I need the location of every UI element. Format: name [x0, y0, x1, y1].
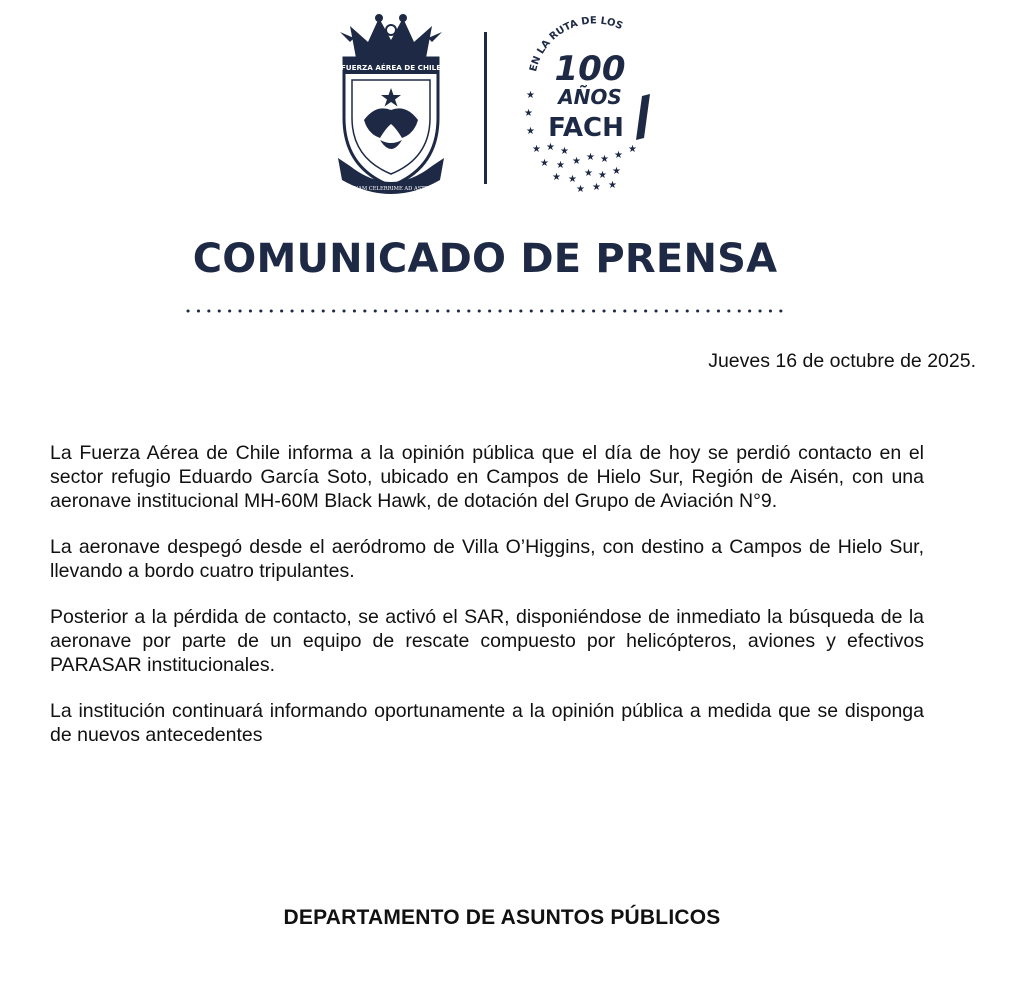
svg-text:★: ★	[526, 90, 535, 101]
logo-divider	[484, 32, 487, 184]
svg-text:★: ★	[608, 180, 617, 191]
svg-text:★: ★	[576, 184, 585, 192]
svg-text:FUERZA AÉREA DE CHILE: FUERZA AÉREA DE CHILE	[340, 63, 442, 72]
svg-text:★: ★	[586, 152, 595, 163]
paragraph: Posterior a la pérdida de contacto, se activó el SAR, disponiéndose de inmediato la búsqueda de la aeronave por parte de un equipo de rescate compuesto por helicópteros, aviones y efectivos PARASAR institucionales.	[50, 606, 924, 676]
svg-text:★: ★	[568, 174, 577, 185]
svg-text:★: ★	[572, 156, 581, 167]
svg-text:★: ★	[598, 170, 607, 181]
document-body	[50, 441, 924, 769]
paragraph: La aeronave despegó desde el aeródromo de Villa O’Higgins, con destino a Campos de Hielo Sur, llevando a bordo cuatro tripulantes.	[50, 536, 924, 582]
svg-text:★: ★	[592, 182, 601, 192]
svg-text:★: ★	[614, 150, 623, 161]
svg-text:AÑOS: AÑOS	[558, 85, 622, 109]
document-title: COMUNICADO DE PRENSA	[192, 236, 778, 282]
svg-text:EN LA RUTA DE LOS: EN LA RUTA DE LOS	[528, 15, 625, 73]
svg-text:QUAM CELERRIME AD ASTRA: QUAM CELERRIME AD ASTRA	[349, 186, 433, 192]
svg-text:★: ★	[600, 154, 609, 165]
svg-text:★: ★	[540, 158, 549, 169]
svg-text:★: ★	[584, 168, 593, 179]
svg-text:★: ★	[524, 108, 533, 119]
svg-text:★: ★	[552, 172, 561, 183]
header-logos	[0, 0, 1024, 210]
signature-department: DEPARTAMENTO DE ASUNTOS PÚBLICOS	[283, 906, 721, 929]
svg-text:★: ★	[612, 166, 621, 177]
svg-text:★: ★	[560, 146, 569, 157]
svg-text:100: 100	[554, 49, 626, 89]
paragraph: La Fuerza Aérea de Chile informa a la opinión pública que el día de hoy se perdió contacto en el sector refugio Eduardo García Soto, ubicado en Campos de Hielo Sur, Región de Aisén, con una aeronave institucional MH-60M Black Hawk, de dotación del Grupo de Aviación N°9.	[50, 442, 924, 512]
svg-text:★: ★	[628, 144, 637, 155]
svg-text:FACH: FACH	[548, 113, 624, 143]
svg-text:★: ★	[556, 160, 565, 171]
paragraph: La institución continuará informando oportunamente a la opinión pública a medida que se disponga de nuevos antecedentes	[50, 700, 924, 746]
svg-text:★: ★	[532, 144, 541, 155]
anniversary-logo	[516, 12, 666, 192]
svg-text:★: ★	[546, 142, 555, 153]
document-date: Jueves 16 de octubre de 2025.	[708, 350, 976, 372]
title-dotted-rule	[186, 306, 786, 316]
fach-crest-logo	[336, 8, 446, 203]
svg-text:★: ★	[526, 126, 535, 137]
